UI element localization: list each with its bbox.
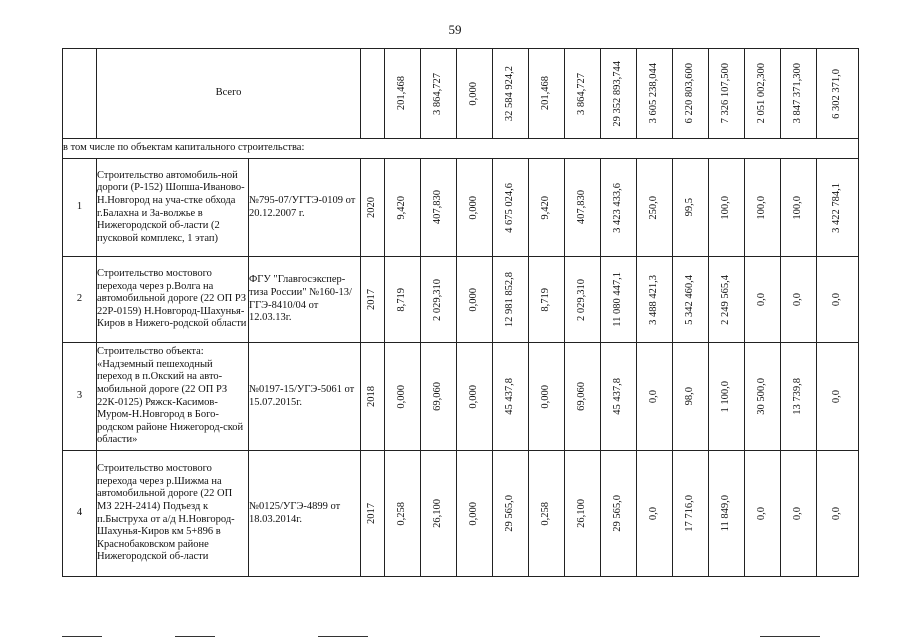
row-value: 3 423 433,6: [612, 182, 624, 233]
row-value: 0,0: [756, 506, 768, 521]
row-value: 0,258: [540, 501, 552, 526]
row-value: 99,5: [684, 198, 696, 217]
scan-artifact-line: [175, 636, 215, 637]
row-value: 69,060: [576, 382, 588, 411]
row-value: 5 342 460,4: [684, 274, 696, 325]
row-value: 0,000: [468, 384, 480, 409]
total-value: 7 326 107,500: [720, 63, 732, 124]
row-value: 11 849,0: [720, 495, 732, 532]
total-value: 3 605 238,044: [648, 63, 660, 124]
row-value: 13 739,8: [792, 378, 804, 415]
object-name: Строительство объекта: «Надземный пешеходный переход в п.Окский на авто-мобильной дороге (22 ОП РЗ 22К-0125) Ряжск-Касимов-Муром-Н.Новгород в Бого-родском районе Нижегород-ской области»: [97, 343, 249, 451]
object-name: Строительство мостового перехода через р.Волга на автомобильной дороге (22 ОП РЗ 22Р-0159) Н.Новгород-Шахунья-Киров в Нижего-родской области: [97, 257, 249, 343]
row-value: 0,0: [831, 506, 843, 521]
row-value: 12 981 852,8: [504, 271, 516, 328]
row-value: 8,719: [540, 287, 552, 312]
year: 2020: [366, 197, 378, 218]
row-value: 100,0: [720, 195, 732, 220]
expertise-doc: ФГУ "Главгосэкспер-тиза России" №160-13/ГГЭ-8410/04 от 12.03.13г.: [249, 257, 361, 343]
row-value: 407,830: [432, 190, 444, 225]
total-label: Всего: [97, 49, 361, 139]
row-value: 9,420: [540, 195, 552, 220]
expertise-doc: №795-07/УГТЭ-0109 от 20.12.2007 г.: [249, 159, 361, 257]
total-value: 3 847 371,300: [792, 63, 804, 124]
row-value: 100,0: [756, 195, 768, 220]
object-name: Строительство автомобиль-ной дороги (Р-152) Шопша-Иваново-Н.Новгород на уча-стке обхода г.Балахна и За-волжье в Нижегородской об-ласти (2 пусковой комплекс, 1 этап): [97, 159, 249, 257]
row-value: 3 422 784,1: [831, 182, 843, 233]
expertise-doc: №0197-15/УГЭ-5061 от 15.07.2015г.: [249, 343, 361, 451]
row-value: 0,0: [831, 292, 843, 307]
year: 2017: [366, 289, 378, 310]
row-value: 30 500,0: [756, 378, 768, 415]
row-value: 0,0: [648, 389, 660, 404]
row-value: 4 675 024,6: [504, 182, 516, 233]
row-value: 45 437,8: [612, 378, 624, 415]
total-value: 0,000: [468, 81, 480, 106]
row-value: 98,0: [684, 387, 696, 406]
row-value: 9,420: [396, 195, 408, 220]
row-value: 0,0: [792, 292, 804, 307]
row-value: 250,0: [648, 195, 660, 220]
table-row: [63, 343, 859, 451]
row-value: 17 716,0: [684, 495, 696, 532]
row-number: 4: [63, 451, 97, 577]
total-value: 2 051 002,300: [756, 63, 768, 124]
scan-artifact-line: [318, 636, 368, 637]
row-value: 0,0: [831, 389, 843, 404]
row-value: 2 249 565,4: [720, 274, 732, 325]
subtitle-row: [63, 139, 859, 159]
year: 2018: [366, 386, 378, 407]
page-number: 59: [448, 22, 462, 37]
row-value: 0,000: [540, 384, 552, 409]
table-row: [63, 257, 859, 343]
table-row: [63, 159, 859, 257]
object-name: Строительство мостового перехода через р.Шижма на автомобильной дороге (22 ОП МЗ 22Н-2414) Подъезд к п.Быструха от а/д Н.Новгород-Шахунья-Киров км 5+896 в Краснобаковском районе Нижегородской об-ласти: [97, 451, 249, 577]
row-value: 45 437,8: [504, 378, 516, 415]
row-value: 3 488 421,3: [648, 274, 660, 325]
expertise-doc: №0125/УГЭ-4899 от 18.03.2014г.: [249, 451, 361, 577]
row-value: 0,0: [648, 506, 660, 521]
row-value: 26,100: [576, 499, 588, 528]
row-value: 0,000: [468, 501, 480, 526]
row-value: 8,719: [396, 287, 408, 312]
total-value: 3 864,727: [576, 72, 588, 115]
row-number: 3: [63, 343, 97, 451]
subtitle: в том числе по объектам капитального строительства:: [63, 139, 859, 159]
row-value: 0,0: [792, 506, 804, 521]
row-value: 407,830: [576, 190, 588, 225]
row-value: 26,100: [432, 499, 444, 528]
row-value: 2 029,310: [432, 278, 444, 321]
row-number: 2: [63, 257, 97, 343]
row-number: 1: [63, 159, 97, 257]
scan-artifact-line: [62, 636, 102, 637]
row-value: 100,0: [792, 195, 804, 220]
total-value: 3 864,727: [432, 72, 444, 115]
row-value: 29 565,0: [504, 495, 516, 532]
total-value: 29 352 893,744: [612, 60, 624, 127]
total-value: 201,468: [540, 76, 552, 111]
year: 2017: [366, 503, 378, 524]
row-value: 0,000: [396, 384, 408, 409]
row-value: 29 565,0: [612, 495, 624, 532]
row-value: 0,000: [468, 287, 480, 312]
scan-artifact-line: [760, 636, 820, 637]
total-value: 201,468: [396, 76, 408, 111]
row-value: 69,060: [432, 382, 444, 411]
total-row: [63, 49, 859, 139]
table-row: [63, 451, 859, 577]
row-value: 0,0: [756, 292, 768, 307]
row-value: 0,258: [396, 501, 408, 526]
row-value: 2 029,310: [576, 278, 588, 321]
investment-table: [62, 48, 859, 577]
total-value: 6 302 371,0: [831, 68, 843, 119]
total-num-cell: [63, 49, 97, 139]
row-value: 1 100,0: [720, 380, 732, 413]
row-value: 0,000: [468, 195, 480, 220]
total-year-cell: [361, 49, 385, 139]
total-value: 32 584 924,2: [504, 65, 516, 122]
row-value: 11 080 447,1: [612, 272, 624, 327]
total-value: 6 220 803,600: [684, 63, 696, 124]
